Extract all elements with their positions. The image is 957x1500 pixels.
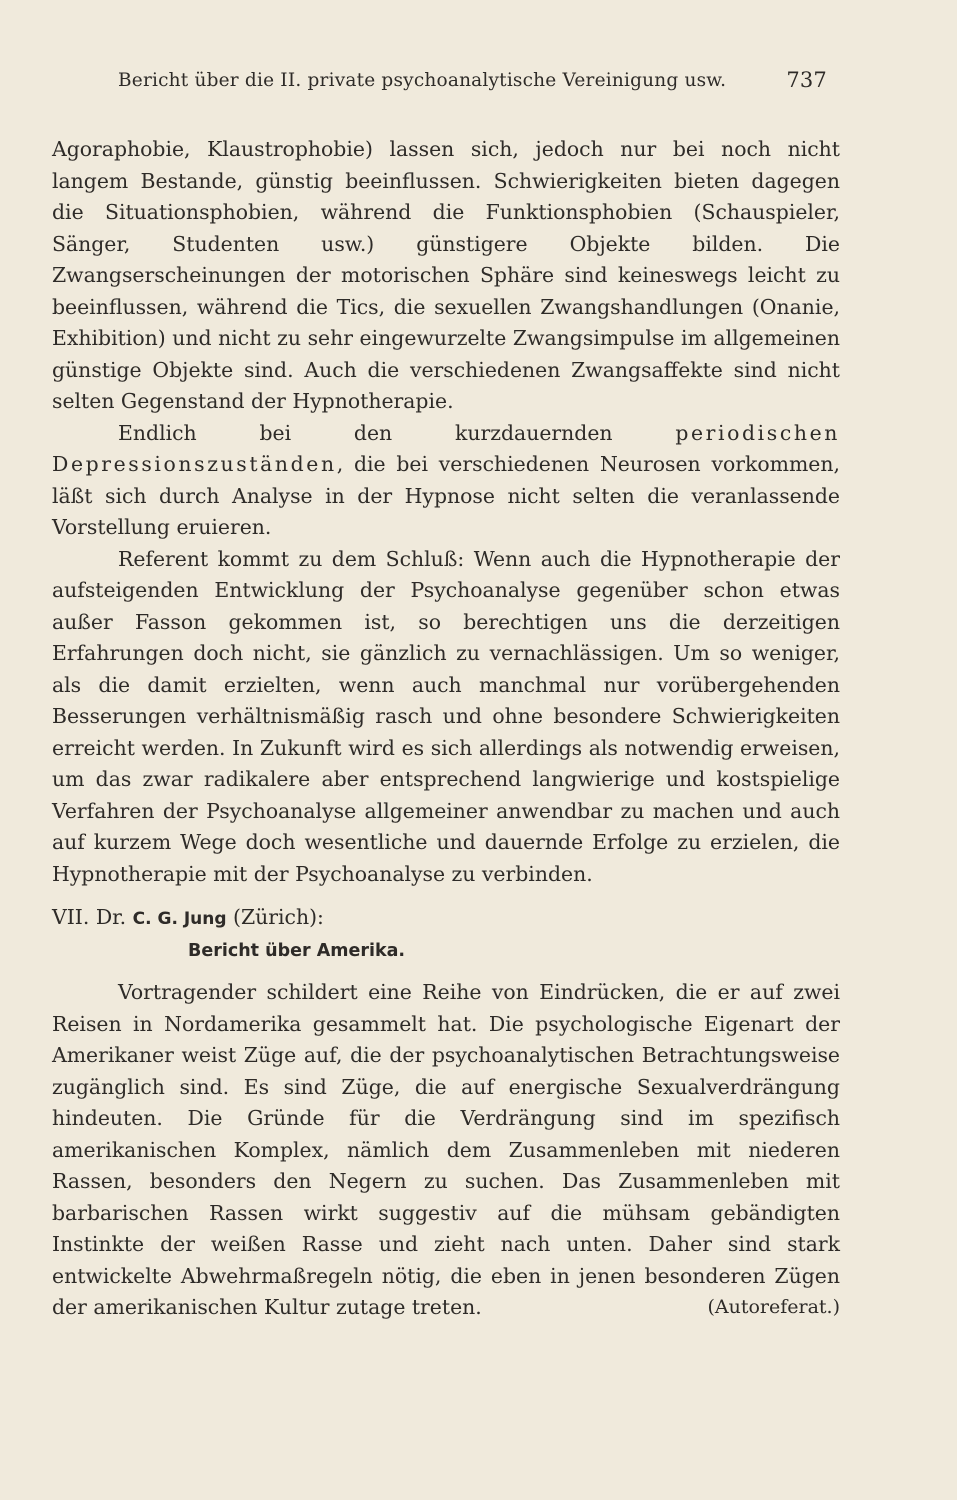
page-number: 737 bbox=[786, 68, 827, 92]
autoreferat-note: (Autoreferat.) bbox=[707, 1296, 840, 1318]
paragraph-depression-rest: , die bei verschiedenen Neurosen vorkommen, läßt sich durch Analyse in der Hypnose nicht selten die veranlassende Vorstellung eruieren. bbox=[52, 452, 840, 539]
paragraph-conclusion: Referent kommt zu dem Schluß: Wenn auch die Hypnotherapie der aufsteigenden Entwicklung der Psychoanalyse gegenüber schon etwas außer Fasson gekommen ist, so berechtigen uns die derzeitigen Erfahrungen doch nicht, sie gänzlich zu vernachlässigen. Um so weniger, als die damit erzielten, wenn auch manchmal nur vorübergehenden Besserungen verhältnismäßig rasch und ohne besondere Schwierigkeiten erreicht werden. In Zukunft wird es sich allerdings als notwendig erweisen, um das zwar radikalere aber entsprechend langwierige und kostspielige Verfahren der Psychoanalyse allgemeiner anwendbar zu machen und auch auf kurzem Wege doch wesentliche und dauernde Erfolge zu erzielen, die Hypnotherapie mit der Psychoanalyse zu verbinden. bbox=[52, 546, 840, 886]
paragraph-depression-intro: Endlich bei den kurzdauernden bbox=[118, 420, 676, 445]
paragraph-phobias: Agoraphobie, Klaustrophobie) lassen sich, jedoch nur bei noch nicht langem Bestande, günstig beeinflussen. Schwierigkeiten bieten dagegen die Situationsphobien, während die Funktionsphobien (Schauspieler, Sänger, Studenten usw.) günstigere Objekte bilden. Die Zwangserscheinungen der motorischen Sphäre sind keineswegs leicht zu beeinflussen, während die Tics, die sexuellen Zwangshandlungen (Onanie, Exhibition) und nicht zu sehr eingewurzelte Zwangsimpulse im allgemeinen günstige Objekte sind. Auch die verschiedenen Zwangsaffekte sind nicht selten Gegenstand der Hypnotherapie. bbox=[52, 137, 840, 413]
paragraph-report bbox=[52, 977, 840, 1324]
author-location: (Zürich): bbox=[233, 905, 324, 929]
author-prefix: Dr. bbox=[95, 905, 127, 929]
body-text bbox=[52, 134, 840, 1324]
paragraph-depression bbox=[52, 418, 840, 544]
section-number: VII. bbox=[52, 905, 90, 929]
spaced-term: periodischen Depressionszuständen bbox=[52, 420, 840, 476]
section-heading bbox=[52, 901, 840, 935]
running-title: Bericht über die II. private psychoanalytische Vereinigung usw. bbox=[118, 70, 727, 91]
section-title: Bericht über Amerika. bbox=[188, 941, 406, 961]
author-name: C. G. Jung bbox=[132, 909, 227, 929]
report-text: Vortragender schildert eine Reihe von Eindrücken, die er auf zwei Reisen in Nordamerika gesammelt hat. Die psychologische Eigenart der Amerikaner weist Züge auf, die der psychoanalytischen Betrachtungsweise zugänglich sind. Es sind Züge, die auf energische Sexualverdrängung hindeuten. Die Gründe für die Verdrängung sind im spezifisch amerikanischen Komplex, nämlich dem Zusammenleben mit niederen Rassen, besonders den Negern zu suchen. Das Zusammenleben mit barbarischen Rassen wirkt suggestiv auf die mühsam gebändigten Instinkte der weißen Rasse und zieht nach unten. Daher sind stark entwickelte Abwehrmaßregeln nötig, die eben in jenen besonderen Zügen der amerikanischen Kultur zutage treten. bbox=[52, 980, 840, 1319]
